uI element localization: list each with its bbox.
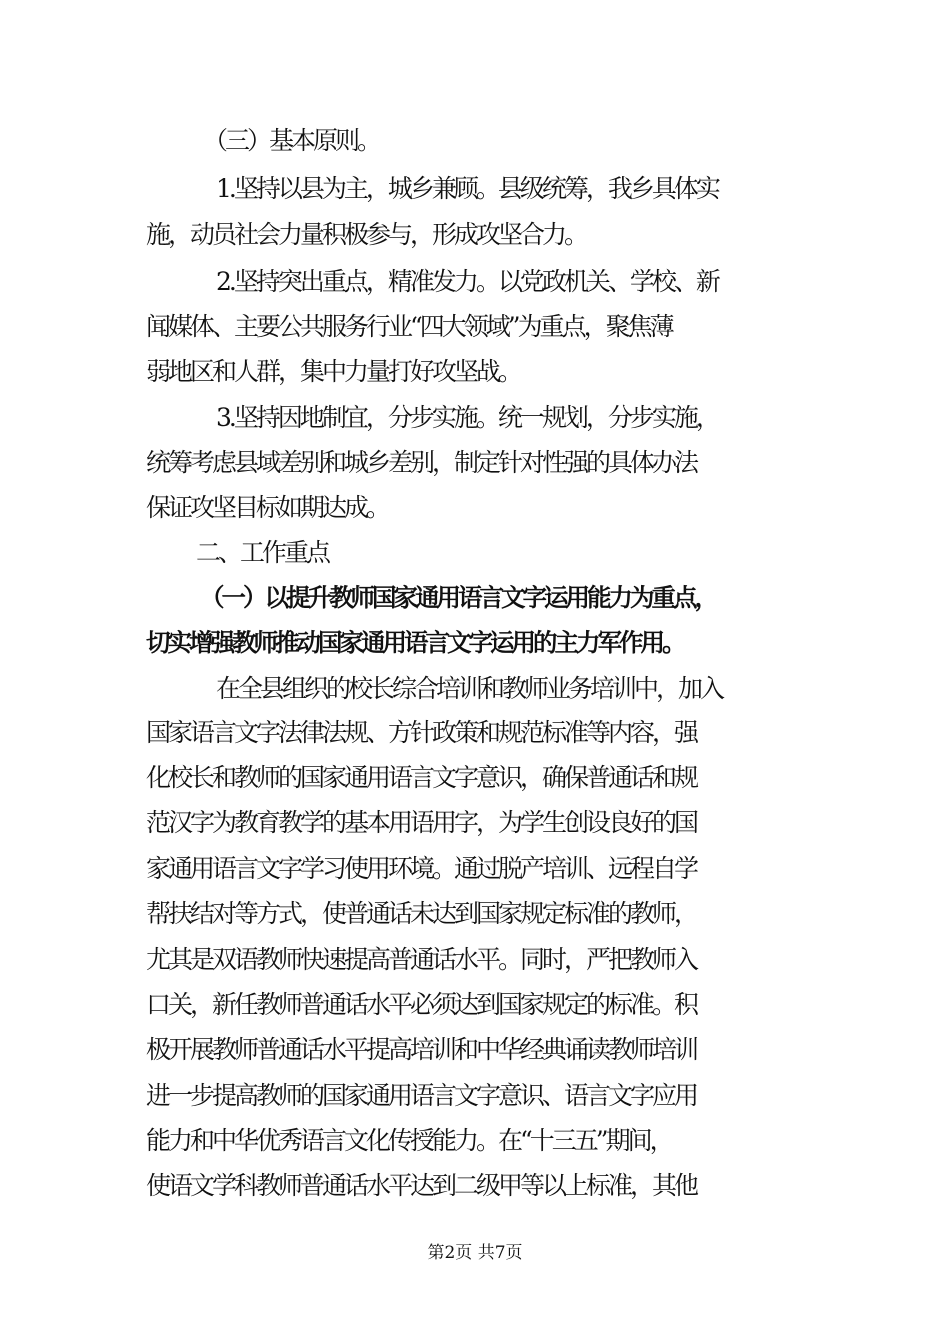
subheading-line-1: （一）以提升教师国家通用语言文字运用能力为重点， xyxy=(200,583,716,612)
body-line-9: 极开展教师普通话水平提高培训和中华经典诵读教师培训 xyxy=(146,1035,697,1064)
body-line-6: 帮扶结对等方式，使普通话未达到国家规定标准的教师， xyxy=(146,899,697,928)
subheading-line-2: 切实增强教师推动国家通用语言文字运用的主力军作用。 xyxy=(146,628,684,657)
body-line-10: 进一步提高教师的国家通用语言文字意识、语言文字应用 xyxy=(146,1081,697,1110)
body-line-2: 国家语言文字法律法规、方针政策和规范标准等内容，强 xyxy=(146,718,697,747)
principle-2-line-1: 2.坚持突出重点，精准发力。以党政机关、学校、新 xyxy=(216,267,718,296)
principle-1-line-1: 1.坚持以县为主，城乡兼顾。县级统筹，我乡具体实 xyxy=(216,174,718,203)
principle-3-line-3: 保证攻坚目标如期达成。 xyxy=(146,493,389,522)
principle-2-line-2: 闻媒体、主要公共服务行业“四大领域”为重点，聚焦薄 xyxy=(146,312,672,341)
principle-2-line-3: 弱地区和人群，集中力量打好攻坚战。 xyxy=(146,357,521,386)
section-heading-basic-principles: （三）基本原则。 xyxy=(203,126,380,155)
principle-1-line-2: 施，动员社会力量积极参与，形成攻坚合力。 xyxy=(146,220,587,249)
body-line-8: 口关，新任教师普通话水平必须达到国家规定的标准。积 xyxy=(146,990,697,1019)
principle-3-line-1: 3.坚持因地制宜，分步实施。统一规划，分步实施， xyxy=(216,403,718,432)
page-number-footer: 第2页 共7页 xyxy=(427,1243,523,1263)
body-line-12: 使语文学科教师普通话水平达到二级甲等以上标准，其他 xyxy=(146,1171,697,1200)
body-line-4: 范汉字为教育教学的基本用语用字，为学生创设良好的国 xyxy=(146,808,697,837)
body-line-3: 化校长和教师的国家通用语言文字意识，确保普通话和规 xyxy=(146,763,697,792)
principle-3-line-2: 统筹考虑县域差别和城乡差别，制定针对性强的具体办法 xyxy=(146,448,697,477)
body-line-5: 家通用语言文字学习使用环境。通过脱产培训、远程自学 xyxy=(146,854,697,883)
body-line-7: 尤其是双语教师快速提高普通话水平。同时，严把教师入 xyxy=(146,945,697,974)
body-line-11: 能力和中华优秀语言文化传授能力。在“十三五”期间， xyxy=(146,1126,672,1155)
section-heading-work-focus: 二、工作重点 xyxy=(196,538,329,567)
body-line-1: 在全县组织的校长综合培训和教师业务培训中，加入 xyxy=(216,674,723,703)
